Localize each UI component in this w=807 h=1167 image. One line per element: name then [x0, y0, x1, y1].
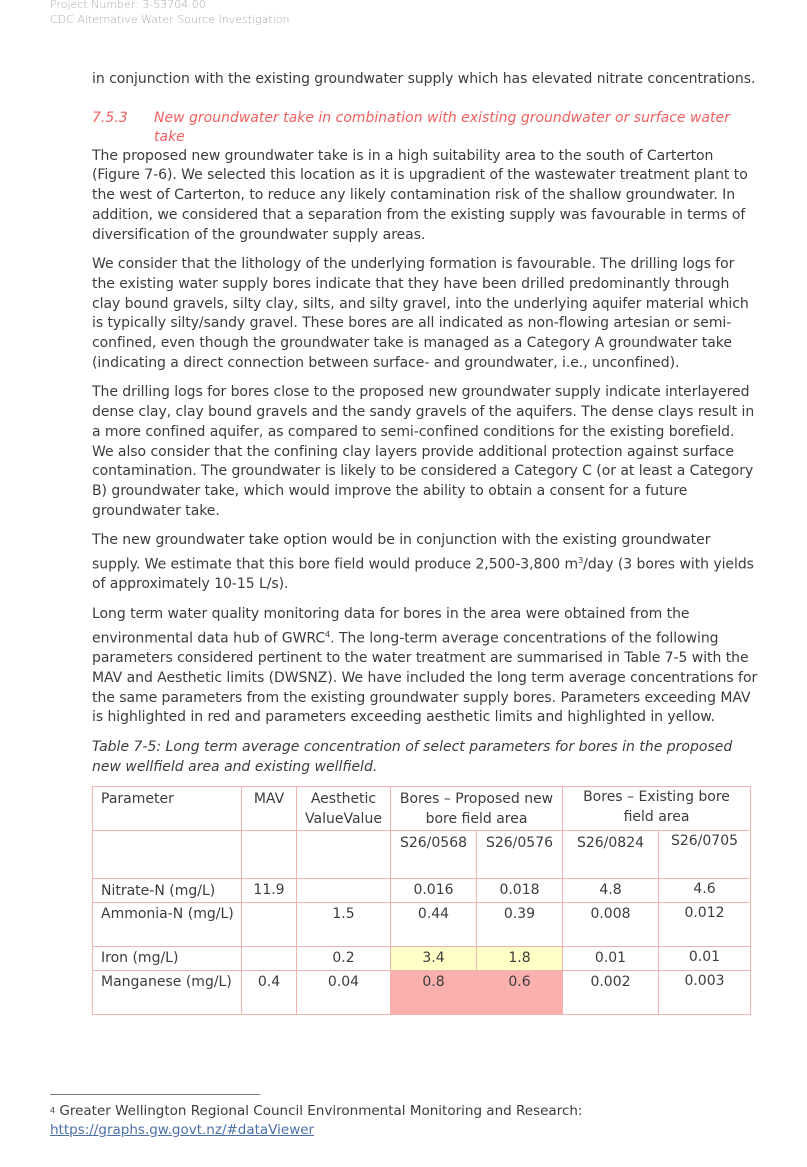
mav-value: 11.9 — [242, 879, 297, 903]
footnote-marker: 4 — [50, 1106, 56, 1115]
bore-id: S26/0568 — [391, 831, 477, 879]
header-aesthetic: Aesthetic ValueValue — [297, 787, 391, 831]
concentration-value-exceeds-aesthetic: 1.8 — [477, 947, 563, 971]
footnote-reference[interactable]: 4 — [325, 629, 331, 639]
cubic-superscript: 3 — [578, 556, 584, 566]
table-header-row — [93, 787, 751, 831]
parameter-name: Manganese (mg/L) — [93, 971, 242, 1015]
table-row — [93, 947, 751, 971]
header-parameter: Parameter — [93, 787, 242, 831]
bore-id: S26/0705 — [659, 831, 751, 879]
paragraph-monitoring — [92, 605, 760, 728]
water-quality-table — [92, 786, 751, 1015]
concentration-value: 0.016 — [391, 879, 477, 903]
aesthetic-value — [297, 879, 391, 903]
section-title: New groundwater take in combination with existing groundwater or surface water take — [154, 109, 730, 145]
mav-value: 0.4 — [242, 971, 297, 1015]
parameter-name: Iron (mg/L) — [93, 947, 242, 971]
concentration-value-exceeds-mav: 0.8 — [391, 971, 477, 1015]
footnote-text: Greater Wellington Regional Council Environmental Monitoring and Research: — [59, 1103, 583, 1119]
table-caption: Table 7-5: Long term average concentration of select parameters for bores in the proposed new wellfield area and existing wellfield. — [92, 739, 733, 775]
concentration-value: 4.6 — [659, 879, 751, 903]
header-proposed-bores: Bores – Proposed new bore field area — [391, 787, 563, 831]
parameter-name: Ammonia-N (mg/L) — [93, 903, 242, 947]
aesthetic-value: 0.2 — [297, 947, 391, 971]
paragraph-yield — [92, 531, 760, 595]
intro-continuation: in conjunction with the existing groundwater supply which has elevated nitrate concentrations. — [92, 71, 756, 87]
concentration-value: 4.8 — [563, 879, 659, 903]
table-row — [93, 903, 751, 947]
mav-value — [242, 903, 297, 947]
yield-text-after: /day (3 bores with yields of approximately 10-15 L/s). — [92, 556, 754, 593]
concentration-value-exceeds-aesthetic: 3.4 — [391, 947, 477, 971]
concentration-value: 0.012 — [659, 903, 751, 947]
concentration-value: 0.01 — [659, 947, 751, 971]
section-heading — [92, 109, 760, 147]
empty-cell — [93, 831, 242, 879]
page-content — [92, 70, 760, 1015]
table-bore-id-row — [93, 831, 751, 879]
monitoring-text-before: Long term water quality monitoring data for bores in the area were obtained from the environmental data hub of GWRC — [92, 606, 690, 647]
paragraph-drilling-logs: The drilling logs for bores close to the proposed new groundwater supply indicate interlayered dense clay, clay bound gravels and the sandy gravels of the aquifers. The dense clays result in a more confined aquifer, as compared to semi-confined conditions for the existing borefield. We also consider that the confining clay layers provide additional protection against surface contamination. The groundwater is likely to be considered a Category C (or at least a Category B) groundwater take, which would improve the ability to obtain a consent for a future groundwater take. — [92, 384, 755, 519]
empty-cell — [297, 831, 391, 879]
concentration-value: 0.44 — [391, 903, 477, 947]
concentration-value-exceeds-mav: 0.6 — [477, 971, 563, 1015]
yield-text-before: The new groundwater take option would be in conjunction with the existing groundwater supply. We estimate that this bore field would produce 2,500-3,800 m — [92, 532, 711, 573]
footnote — [50, 1102, 582, 1140]
page-header — [50, 0, 289, 27]
table-row — [93, 879, 751, 903]
concentration-value: 0.003 — [659, 971, 751, 1015]
project-title: CDC Alternative Water Source Investigation — [50, 13, 290, 26]
header-existing-bores: Bores – Existing bore field area — [563, 787, 751, 831]
project-number: Project Number: 3-53704.00 — [50, 0, 206, 11]
empty-cell — [242, 831, 297, 879]
footnote-divider — [50, 1094, 260, 1095]
concentration-value: 0.002 — [563, 971, 659, 1015]
bore-id: S26/0576 — [477, 831, 563, 879]
aesthetic-value: 1.5 — [297, 903, 391, 947]
mav-value — [242, 947, 297, 971]
monitoring-text-after: . The long-term average concentrations of the following parameters considered pertinent to the water treatment are summarised in Table 7-5 with the MAV and Aesthetic limits (DWSNZ). We have included the long term average concentrations for the same parameters from the existing groundwater supply bores. Parameters exceeding MAV is highlighted in red and parameters exceeding aesthetic limits and highlighted in yellow. — [92, 630, 758, 726]
footnote-link[interactable]: https://graphs.gw.govt.nz/#dataViewer — [50, 1122, 315, 1138]
table-row — [93, 971, 751, 1015]
concentration-value: 0.39 — [477, 903, 563, 947]
parameter-name: Nitrate-N (mg/L) — [93, 879, 242, 903]
section-number: 7.5.3 — [92, 109, 128, 126]
paragraph-lithology: We consider that the lithology of the underlying formation is favourable. The drilling logs for the existing water supply bores indicate that they have been drilled predominantly through clay bound gravels, silty clay, silts, and silty gravel, into the underlying aquifer material which is typically silty/sandy gravel. These bores are all indicated as non-flowing artesian or semi-confined, even though the groundwater take is managed as a Category A groundwater take (indicating a direct connection between surface- and groundwater, i.e., unconfined). — [92, 256, 749, 371]
concentration-value: 0.018 — [477, 879, 563, 903]
bore-id: S26/0824 — [563, 831, 659, 879]
concentration-value: 0.01 — [563, 947, 659, 971]
concentration-value: 0.008 — [563, 903, 659, 947]
aesthetic-value: 0.04 — [297, 971, 391, 1015]
header-mav: MAV — [242, 787, 297, 831]
paragraph-location: The proposed new groundwater take is in a high suitability area to the south of Carterton (Figure 7-6). We selected this location as it is upgradient of the wastewater treatment plant to the west of Carterton, to reduce any likely contamination risk of the shallow groundwater. In addition, we considered that a separation from the existing supply was favourable in terms of diversification of the groundwater supply areas. — [92, 147, 748, 243]
